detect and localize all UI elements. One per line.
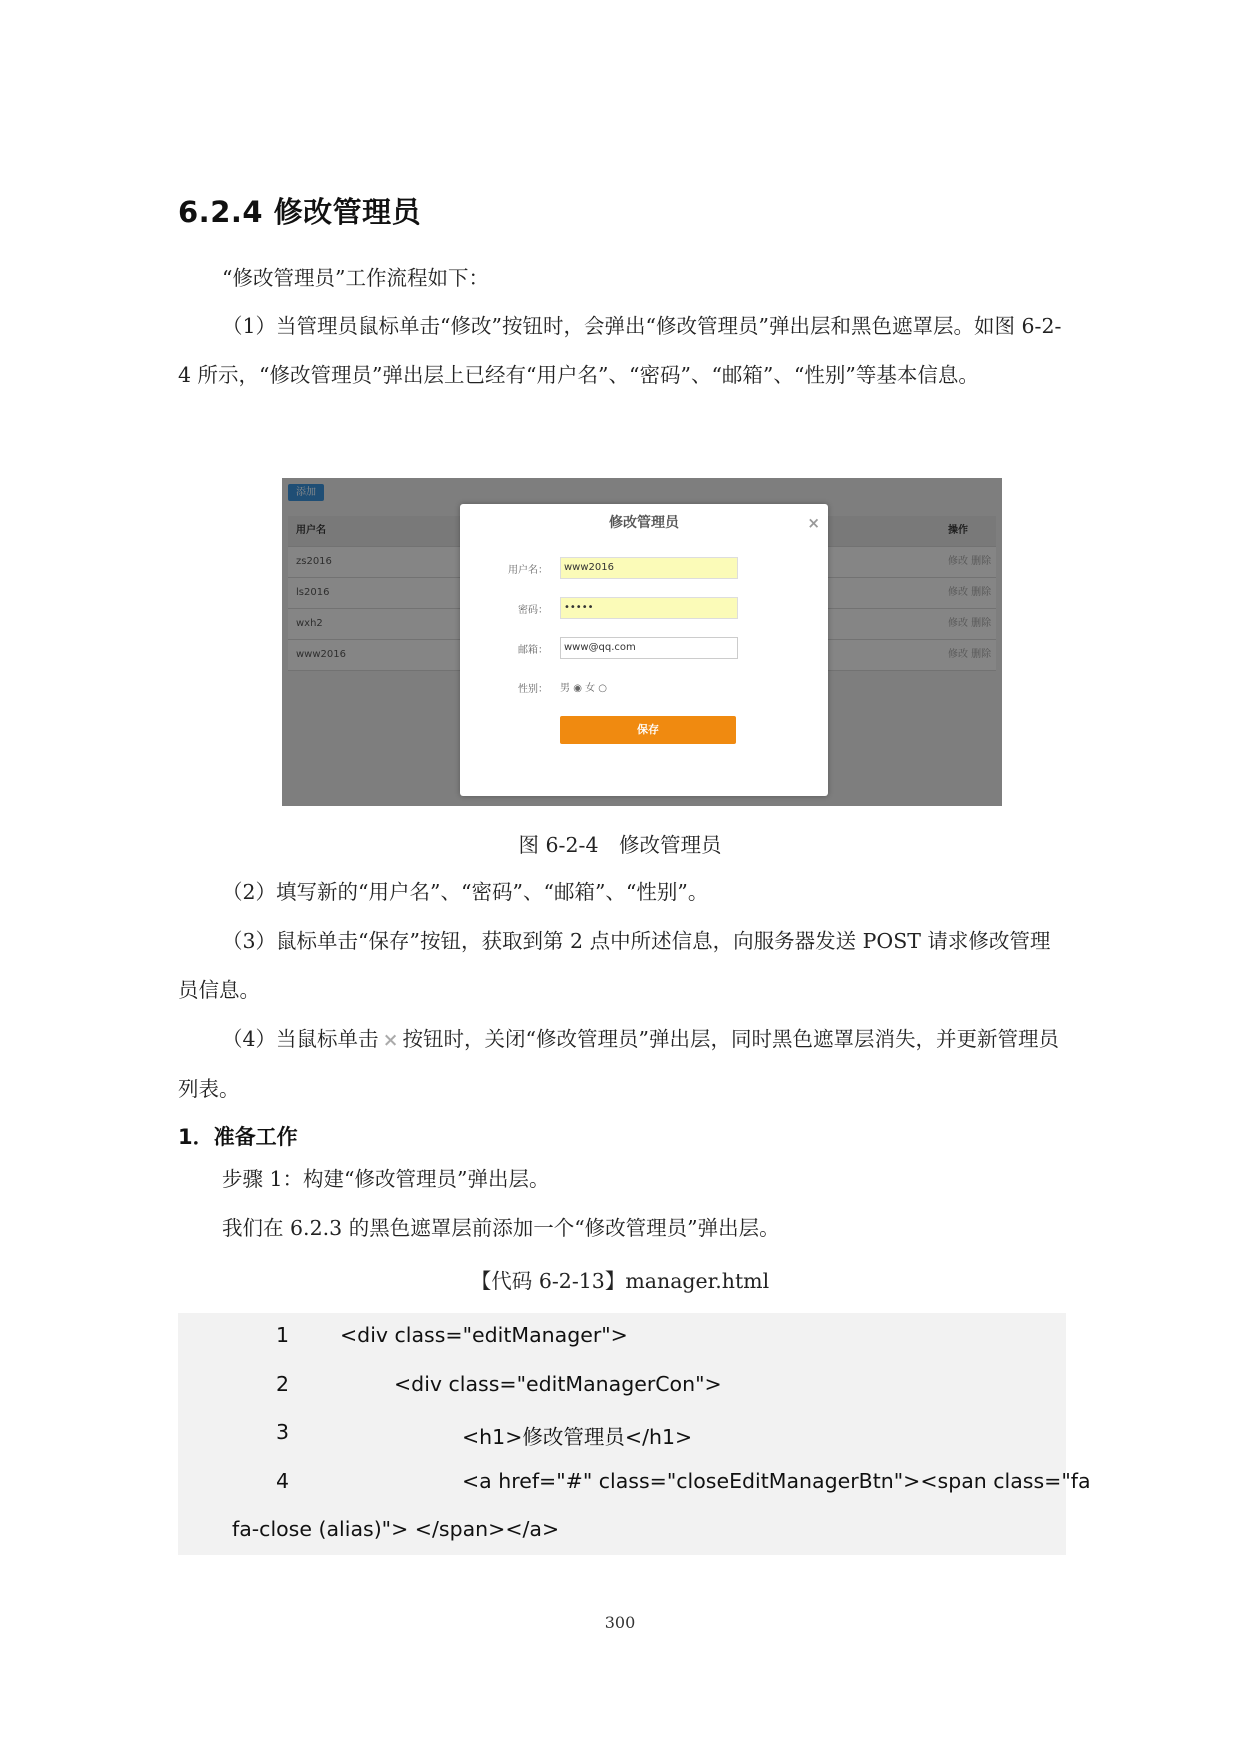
email-input[interactable]: www@qq.com <box>560 637 738 659</box>
code-line-text: <a href="#" class="closeEditManagerBtn"><span class="fa <box>462 1469 1091 1493</box>
row-username: www2016 <box>296 649 346 660</box>
header-actions: 操作 <box>948 525 968 536</box>
step3-paragraph: （3）鼠标单击“保存”按钮，获取到第 2 点中所述信息，向服务器发送 POST 请求修改管理员信息。 <box>178 929 1051 1002</box>
row-actions[interactable]: 修改 删除 <box>948 618 992 629</box>
gender-female-radio[interactable]: ○ <box>598 683 608 694</box>
code-caption: 【代码 6-2-13】manager.html <box>470 1269 770 1293</box>
step-a-paragraph: 步骤 1：构建“修改管理员”弹出层。 <box>222 1167 550 1191</box>
row-username: ls2016 <box>296 587 330 598</box>
add-button[interactable]: 添加 <box>288 484 324 501</box>
code-line-text: <div class="editManager"> <box>340 1323 628 1347</box>
save-button[interactable]: 保存 <box>560 716 736 744</box>
figure-caption: 图 6-2-4 修改管理员 <box>518 833 722 857</box>
email-label: 邮箱： <box>518 645 548 656</box>
step-b-paragraph: 我们在 6.2.3 的黑色遮罩层前添加一个“修改管理员”弹出层。 <box>222 1216 780 1240</box>
step4-text-after: 按钮时，关闭“修改管理员”弹出层，同时黑色遮罩层消失，并更新管理员列表。 <box>178 1027 1060 1101</box>
row-username: zs2016 <box>296 556 332 567</box>
password-input[interactable]: ••••• <box>560 597 738 619</box>
code-line-text: <div class="editManagerCon"> <box>394 1372 722 1396</box>
intro-paragraph: “修改管理员”工作流程如下： <box>222 266 489 290</box>
gender-radio-group <box>560 679 607 694</box>
subheading-preparation: 1．准备工作 <box>178 1125 298 1149</box>
step1-paragraph: （1）当管理员鼠标单击“修改”按钮时，会弹出“修改管理员”弹出层和黑色遮罩层。如图 6-2-4 所示，“修改管理员”弹出层上已经有“用户名”、“密码”、“邮箱”、“性别”等基本信息。 <box>178 314 1062 387</box>
email-field-row <box>460 637 828 661</box>
code-line-number: 1 <box>276 1323 290 1347</box>
modal-title: 修改管理员 <box>609 515 679 531</box>
gender-male-label: 男 <box>560 683 570 694</box>
figure-screenshot <box>282 478 1002 806</box>
page-number: 300 <box>604 1613 636 1632</box>
password-field-row <box>460 597 828 621</box>
edit-manager-modal <box>460 504 828 796</box>
row-actions[interactable]: 修改 删除 <box>948 649 992 660</box>
row-actions[interactable]: 修改 删除 <box>948 556 992 567</box>
gender-field-row <box>460 676 828 700</box>
step2-paragraph: （2）填写新的“用户名”、“密码”、“邮箱”、“性别”。 <box>222 880 709 904</box>
step4-text-before: （4）当鼠标单击 <box>222 1027 379 1051</box>
header-username: 用户名 <box>296 525 326 536</box>
username-field-row <box>460 557 828 581</box>
step4-paragraph <box>178 1015 1068 1114</box>
code-line-text: <h1>修改管理员</h1> <box>462 1425 693 1449</box>
password-label: 密码： <box>518 605 548 616</box>
close-icon[interactable]: × <box>807 514 820 532</box>
username-label: 用户名： <box>508 565 548 576</box>
close-icon: × <box>382 1029 399 1051</box>
section-title: 6.2.4 修改管理员 <box>178 195 422 229</box>
gender-label: 性别： <box>518 684 548 695</box>
gender-female-label: 女 <box>585 683 596 694</box>
gender-male-radio[interactable]: ◉ <box>573 683 582 694</box>
code-line-number: 4 <box>276 1469 290 1493</box>
code-block <box>178 1313 1091 1555</box>
username-input[interactable]: www2016 <box>560 557 738 579</box>
code-line-text: fa-close (alias)"> </span></a> <box>232 1517 560 1541</box>
code-line-number: 2 <box>276 1372 290 1396</box>
row-actions[interactable]: 修改 删除 <box>948 587 992 598</box>
code-line-number: 3 <box>276 1420 290 1444</box>
row-username: wxh2 <box>296 618 323 629</box>
